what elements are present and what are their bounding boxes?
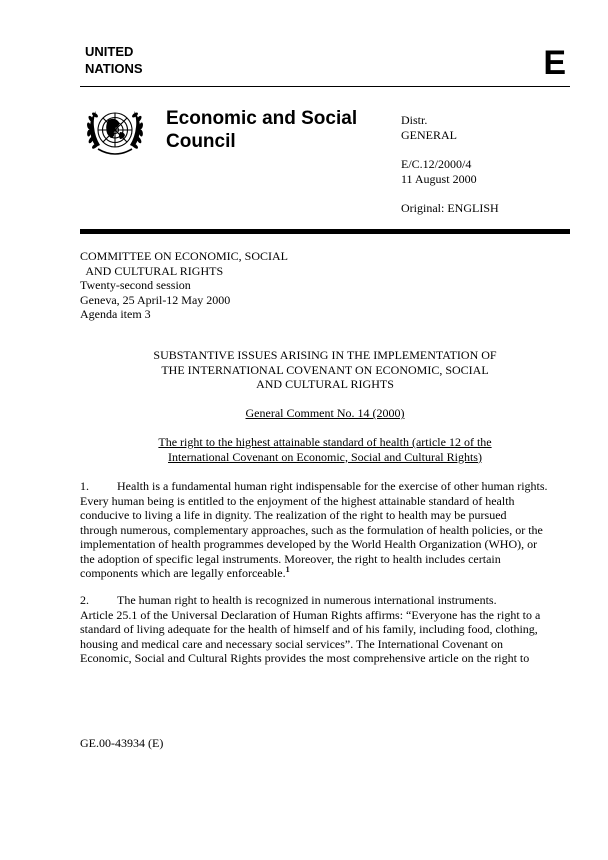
header-rule bbox=[80, 86, 570, 87]
subtitle-line: International Covenant on Economic, Social and Cultural Rights) bbox=[168, 449, 482, 464]
paragraph-line: The human right to health is recognized in numerous international instruments. bbox=[117, 593, 497, 607]
paragraph-1 bbox=[80, 479, 570, 581]
job-number: GE.00-43934 (E) bbox=[80, 736, 164, 750]
committee-line: COMMITTEE ON ECONOMIC, SOCIAL bbox=[80, 249, 288, 263]
un-emblem-icon bbox=[84, 103, 146, 161]
distr-general: GENERAL bbox=[401, 128, 457, 142]
paragraph-line: Article 25.1 of the Universal Declaration of Human Rights affirms: “Everyone has the right to a bbox=[80, 607, 541, 622]
org-line-1: UNITED bbox=[85, 44, 134, 59]
document-title bbox=[80, 348, 570, 392]
paragraph-number: 2. bbox=[80, 593, 89, 607]
committee-line: Geneva, 25 April-12 May 2000 bbox=[80, 292, 231, 307]
paragraph-line: implementation of health programmes developed by the World Health Organization (WHO), or bbox=[80, 537, 538, 551]
paragraph-2 bbox=[80, 593, 570, 666]
symbol-date-block bbox=[401, 157, 477, 187]
title-line: AND CULTURAL RIGHTS bbox=[256, 377, 394, 391]
committee-line: AND CULTURAL RIGHTS bbox=[80, 263, 224, 278]
committee-block bbox=[80, 249, 288, 322]
paragraph-line: Economic, Social and Cultural Rights provides the most comprehensive article on the right to bbox=[80, 651, 530, 665]
committee-line: Twenty-second session bbox=[80, 278, 191, 292]
paragraph-line: Health is a fundamental human right indispensable for the exercise of other human rights. bbox=[117, 479, 548, 493]
council-line-2: Council bbox=[166, 131, 236, 152]
council-line-1: Economic and Social bbox=[166, 108, 358, 129]
distribution-block bbox=[401, 113, 457, 143]
paragraph-number: 1. bbox=[80, 479, 89, 493]
paragraph-line: Every human being is entitled to the enjoyment of the highest attainable standard of health bbox=[80, 493, 515, 508]
paragraph-line: conducive to living a life in dignity. The realization of the right to health may be pursued bbox=[80, 508, 507, 522]
organization-name bbox=[85, 43, 143, 77]
doc-symbol: E/C.12/2000/4 bbox=[401, 157, 472, 171]
subtitle bbox=[80, 435, 570, 464]
original-language: Original: ENGLISH bbox=[401, 201, 499, 215]
paragraph-line: components which are legally enforceable. bbox=[80, 566, 286, 580]
paragraph-line: through numerous, complementary approaches, such as the formulation of health policies, or the bbox=[80, 522, 543, 537]
org-line-2: NATIONS bbox=[85, 61, 143, 76]
general-comment-heading bbox=[80, 406, 570, 421]
document-series-symbol: E bbox=[543, 44, 566, 82]
doc-date: 11 August 2000 bbox=[401, 172, 477, 186]
paragraph-line: standard of living adequate for the health of himself and of his family, including food, clothing, bbox=[80, 622, 538, 636]
title-line: SUBSTANTIVE ISSUES ARISING IN THE IMPLEMENTATION OF bbox=[153, 348, 497, 362]
subtitle-line: The right to the highest attainable standard of health (article 12 of the bbox=[158, 435, 492, 449]
general-comment-title: General Comment No. 14 (2000) bbox=[245, 406, 405, 420]
title-line: THE INTERNATIONAL COVENANT ON ECONOMIC, SOCIAL bbox=[161, 362, 489, 377]
distr-label: Distr. bbox=[401, 113, 428, 127]
council-name bbox=[166, 107, 357, 153]
paragraph-line: the adoption of specific legal instruments. Moreover, the right to health includes certain bbox=[80, 551, 501, 566]
header-thick-rule bbox=[80, 229, 570, 234]
footnote-reference[interactable]: 1 bbox=[285, 565, 290, 574]
paragraph-line: housing and medical care and necessary social services”. The International Covenant on bbox=[80, 636, 503, 651]
committee-line: Agenda item 3 bbox=[80, 307, 151, 321]
